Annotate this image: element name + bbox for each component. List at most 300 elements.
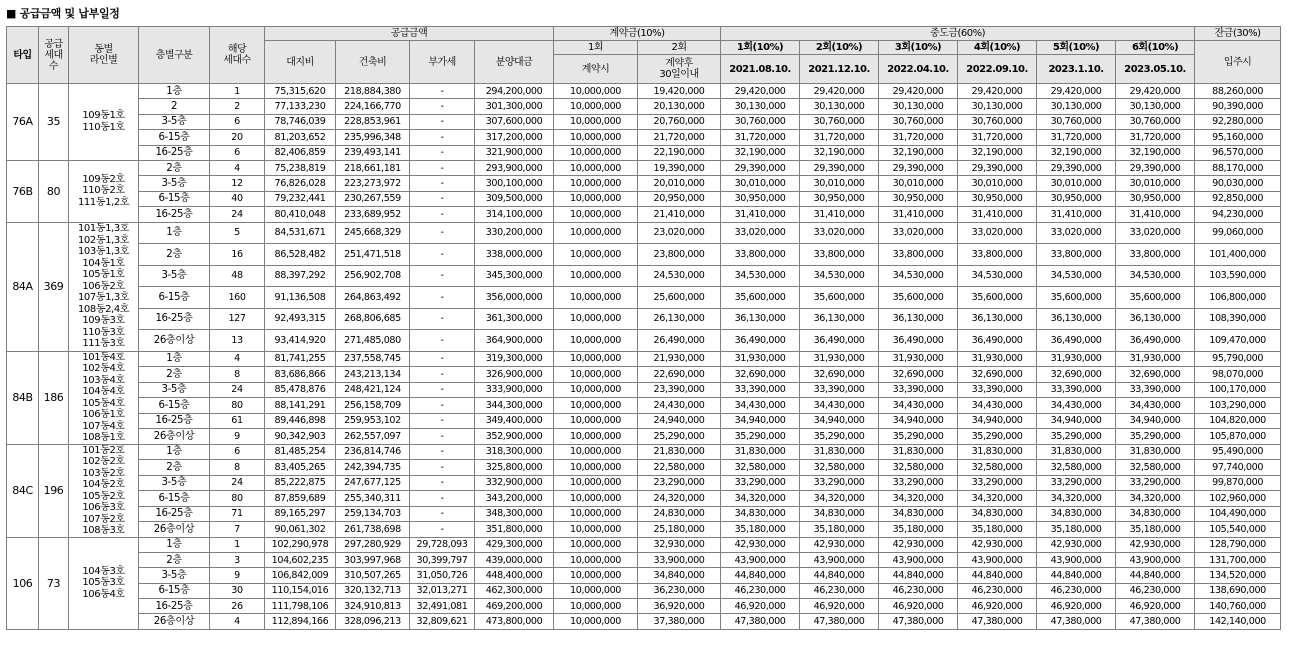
- mid-1-cell: 30,760,000: [721, 114, 800, 129]
- contract-2-cell: 20,950,000: [638, 191, 721, 206]
- balance-cell: 99,060,000: [1195, 222, 1281, 244]
- mid-5-cell: 34,320,000: [1037, 491, 1116, 507]
- floor-cell: 3-5층: [139, 382, 210, 398]
- mid-4-cell: 30,010,000: [958, 176, 1037, 191]
- mid-2-cell: 33,390,000: [800, 382, 879, 398]
- contract-1-cell: 10,000,000: [554, 552, 638, 567]
- building-cell: 303,997,968: [336, 552, 410, 567]
- contract-2-cell: 21,720,000: [638, 130, 721, 145]
- balance-cell: 140,760,000: [1195, 599, 1281, 614]
- mid-6-cell: 36,130,000: [1116, 308, 1195, 330]
- units-cell: 4: [210, 351, 265, 367]
- table-row: [7, 176, 1281, 191]
- floor-cell: 6-15층: [139, 583, 210, 598]
- header-mid-6: 6회(10%): [1116, 41, 1195, 55]
- building-cell: 230,267,559: [336, 191, 410, 206]
- mid-3-cell: 43,900,000: [879, 552, 958, 567]
- land-cell: 82,406,859: [265, 145, 336, 160]
- mid-6-cell: 43,900,000: [1116, 552, 1195, 567]
- sale-price-cell: 349,400,000: [475, 413, 554, 429]
- table-row: [7, 130, 1281, 145]
- vat-cell: -: [410, 506, 475, 522]
- building-cell: 243,213,134: [336, 367, 410, 383]
- contract-2-cell: 32,930,000: [638, 537, 721, 552]
- mid-6-cell: 32,580,000: [1116, 460, 1195, 476]
- mid-3-cell: 31,410,000: [879, 207, 958, 222]
- building-cell: 256,902,708: [336, 265, 410, 287]
- mid-2-cell: 29,420,000: [800, 84, 879, 99]
- mid-5-cell: 30,760,000: [1037, 114, 1116, 129]
- vat-cell: -: [410, 287, 475, 309]
- table-row: [7, 207, 1281, 222]
- building-cell: 251,471,518: [336, 244, 410, 266]
- units-cell: 6: [210, 114, 265, 129]
- contract-1-cell: 10,000,000: [554, 114, 638, 129]
- mid-5-cell: 31,410,000: [1037, 207, 1116, 222]
- building-cell: 262,557,097: [336, 429, 410, 445]
- land-cell: 84,531,671: [265, 222, 336, 244]
- table-row: [7, 614, 1281, 629]
- sale-price-cell: 462,300,000: [475, 583, 554, 598]
- land-cell: 88,397,292: [265, 265, 336, 287]
- vat-cell: -: [410, 222, 475, 244]
- units-cell: 4: [210, 160, 265, 175]
- mid-3-cell: 32,580,000: [879, 460, 958, 476]
- mid-4-cell: 32,690,000: [958, 367, 1037, 383]
- mid-4-cell: 31,830,000: [958, 444, 1037, 460]
- contract-1-cell: 10,000,000: [554, 207, 638, 222]
- building-lines-cell: 101동1,3호 102동1,3호 103동1,3호 104동1호 105동1호 106동2호 107동1,3호 108동2,4호 109동3호 110동3호 111동3호: [69, 222, 139, 351]
- contract-1-cell: 10,000,000: [554, 145, 638, 160]
- table-row: [7, 287, 1281, 309]
- mid-1-cell: 35,290,000: [721, 429, 800, 445]
- supply-units-cell: 35: [39, 84, 69, 161]
- contract-2-cell: 22,190,000: [638, 145, 721, 160]
- vat-cell: -: [410, 398, 475, 414]
- contract-2-cell: 20,760,000: [638, 114, 721, 129]
- table-row: [7, 475, 1281, 491]
- mid-6-cell: 34,940,000: [1116, 413, 1195, 429]
- land-cell: 93,414,920: [265, 330, 336, 352]
- contract-1-cell: 10,000,000: [554, 222, 638, 244]
- mid-6-cell: 47,380,000: [1116, 614, 1195, 629]
- building-cell: 248,421,124: [336, 382, 410, 398]
- mid-5-cell: 35,180,000: [1037, 522, 1116, 538]
- mid-1-cell: 34,530,000: [721, 265, 800, 287]
- mid-6-cell: 34,530,000: [1116, 265, 1195, 287]
- building-lines-cell: 109동1호 110동1호: [69, 84, 139, 161]
- mid-5-cell: 30,130,000: [1037, 99, 1116, 114]
- contract-1-cell: 10,000,000: [554, 176, 638, 191]
- mid-1-cell: 35,600,000: [721, 287, 800, 309]
- contract-1-cell: 10,000,000: [554, 537, 638, 552]
- land-cell: 81,203,652: [265, 130, 336, 145]
- mid-2-cell: 34,320,000: [800, 491, 879, 507]
- building-cell: 224,166,770: [336, 99, 410, 114]
- mid-5-cell: 34,430,000: [1037, 398, 1116, 414]
- mid-4-cell: 36,130,000: [958, 308, 1037, 330]
- mid-1-cell: 29,420,000: [721, 84, 800, 99]
- units-cell: 1: [210, 84, 265, 99]
- mid-1-cell: 30,950,000: [721, 191, 800, 206]
- mid-2-cell: 29,390,000: [800, 160, 879, 175]
- header-contract: 계약금(10%): [554, 27, 721, 41]
- units-cell: 5: [210, 222, 265, 244]
- contract-2-cell: 21,410,000: [638, 207, 721, 222]
- building-cell: 228,853,961: [336, 114, 410, 129]
- mid-6-cell: 46,230,000: [1116, 583, 1195, 598]
- mid-3-cell: 34,530,000: [879, 265, 958, 287]
- supply-units-cell: 369: [39, 222, 69, 351]
- mid-4-cell: 35,600,000: [958, 287, 1037, 309]
- mid-1-cell: 42,930,000: [721, 537, 800, 552]
- floor-cell: 2층: [139, 160, 210, 175]
- floor-cell: 6-15층: [139, 287, 210, 309]
- mid-3-cell: 30,760,000: [879, 114, 958, 129]
- vat-cell: 32,013,271: [410, 583, 475, 598]
- units-cell: 80: [210, 491, 265, 507]
- building-cell: 223,273,972: [336, 176, 410, 191]
- land-cell: 92,493,315: [265, 308, 336, 330]
- units-cell: 26: [210, 599, 265, 614]
- building-cell: 218,884,380: [336, 84, 410, 99]
- mid-2-cell: 36,490,000: [800, 330, 879, 352]
- balance-cell: 88,170,000: [1195, 160, 1281, 175]
- mid-5-cell: 31,720,000: [1037, 130, 1116, 145]
- mid-6-cell: 34,430,000: [1116, 398, 1195, 414]
- table-row: [7, 568, 1281, 583]
- contract-2-cell: 25,290,000: [638, 429, 721, 445]
- contract-1-cell: 10,000,000: [554, 444, 638, 460]
- mid-2-cell: 30,130,000: [800, 99, 879, 114]
- mid-2-cell: 32,190,000: [800, 145, 879, 160]
- land-cell: 88,141,291: [265, 398, 336, 414]
- vat-cell: -: [410, 429, 475, 445]
- contract-1-cell: 10,000,000: [554, 599, 638, 614]
- land-cell: 79,232,441: [265, 191, 336, 206]
- floor-cell: 1층: [139, 444, 210, 460]
- mid-6-cell: 29,420,000: [1116, 84, 1195, 99]
- mid-4-cell: 46,920,000: [958, 599, 1037, 614]
- mid-5-cell: 34,830,000: [1037, 506, 1116, 522]
- mid-3-cell: 33,020,000: [879, 222, 958, 244]
- mid-4-cell: 46,230,000: [958, 583, 1037, 598]
- contract-2-cell: 23,020,000: [638, 222, 721, 244]
- mid-2-cell: 33,800,000: [800, 244, 879, 266]
- header-contract-2: 2회: [638, 41, 721, 55]
- table-row: [7, 145, 1281, 160]
- land-cell: 78,746,039: [265, 114, 336, 129]
- mid-5-cell: 32,690,000: [1037, 367, 1116, 383]
- balance-cell: 131,700,000: [1195, 552, 1281, 567]
- mid-4-cell: 31,720,000: [958, 130, 1037, 145]
- contract-2-cell: 24,940,000: [638, 413, 721, 429]
- mid-5-cell: 31,830,000: [1037, 444, 1116, 460]
- land-cell: 91,136,508: [265, 287, 336, 309]
- header-mid-4: 4회(10%): [958, 41, 1037, 55]
- header-mid-1: 1회(10%): [721, 41, 800, 55]
- sale-price-cell: 301,300,000: [475, 99, 554, 114]
- supply-units-cell: 80: [39, 160, 69, 222]
- sale-price-cell: 429,300,000: [475, 537, 554, 552]
- balance-cell: 100,170,000: [1195, 382, 1281, 398]
- mid-1-cell: 31,830,000: [721, 444, 800, 460]
- table-row: [7, 413, 1281, 429]
- header-type: 타입: [7, 27, 39, 84]
- mid-2-cell: 42,930,000: [800, 537, 879, 552]
- units-cell: 24: [210, 382, 265, 398]
- units-cell: 13: [210, 330, 265, 352]
- header-mid-date-4: 2022.09.10.: [958, 55, 1037, 84]
- sale-price-cell: 319,300,000: [475, 351, 554, 367]
- mid-3-cell: 30,130,000: [879, 99, 958, 114]
- sale-price-cell: 309,500,000: [475, 191, 554, 206]
- sale-price-cell: 356,000,000: [475, 287, 554, 309]
- land-cell: 77,133,230: [265, 99, 336, 114]
- contract-1-cell: 10,000,000: [554, 429, 638, 445]
- units-cell: 24: [210, 207, 265, 222]
- floor-cell: 16-25층: [139, 413, 210, 429]
- mid-2-cell: 34,430,000: [800, 398, 879, 414]
- mid-4-cell: 34,530,000: [958, 265, 1037, 287]
- table-row: [7, 460, 1281, 476]
- mid-4-cell: 33,290,000: [958, 475, 1037, 491]
- header-mid-date-6: 2023.05.10.: [1116, 55, 1195, 84]
- mid-1-cell: 33,390,000: [721, 382, 800, 398]
- price-schedule-table: [6, 26, 1281, 630]
- mid-2-cell: 34,830,000: [800, 506, 879, 522]
- header-middle: 중도금(60%): [721, 27, 1195, 41]
- building-lines-cell: 109동2호 110동2호 111동1,2호: [69, 160, 139, 222]
- balance-cell: 98,070,000: [1195, 367, 1281, 383]
- mid-6-cell: 30,010,000: [1116, 176, 1195, 191]
- vat-cell: -: [410, 460, 475, 476]
- mid-4-cell: 43,900,000: [958, 552, 1037, 567]
- mid-5-cell: 34,530,000: [1037, 265, 1116, 287]
- balance-cell: 94,230,000: [1195, 207, 1281, 222]
- table-row: [7, 398, 1281, 414]
- header-mid-5: 5회(10%): [1037, 41, 1116, 55]
- mid-3-cell: 33,800,000: [879, 244, 958, 266]
- contract-1-cell: 10,000,000: [554, 367, 638, 383]
- mid-2-cell: 30,760,000: [800, 114, 879, 129]
- vat-cell: -: [410, 84, 475, 99]
- mid-2-cell: 31,720,000: [800, 130, 879, 145]
- units-cell: 30: [210, 583, 265, 598]
- mid-1-cell: 33,290,000: [721, 475, 800, 491]
- vat-cell: 30,399,797: [410, 552, 475, 567]
- vat-cell: -: [410, 382, 475, 398]
- mid-4-cell: 33,020,000: [958, 222, 1037, 244]
- mid-3-cell: 34,940,000: [879, 413, 958, 429]
- page-title: ■ 공급금액 및 납부일정: [6, 7, 120, 20]
- mid-2-cell: 31,930,000: [800, 351, 879, 367]
- floor-cell: 2층: [139, 367, 210, 383]
- contract-2-cell: 22,690,000: [638, 367, 721, 383]
- contract-1-cell: 10,000,000: [554, 522, 638, 538]
- mid-3-cell: 30,950,000: [879, 191, 958, 206]
- building-cell: 239,493,141: [336, 145, 410, 160]
- building-cell: 218,661,181: [336, 160, 410, 175]
- units-cell: 16: [210, 244, 265, 266]
- building-cell: 233,689,952: [336, 207, 410, 222]
- contract-2-cell: 26,130,000: [638, 308, 721, 330]
- units-cell: 80: [210, 398, 265, 414]
- mid-6-cell: 30,130,000: [1116, 99, 1195, 114]
- header-floor-class: 층별구분: [139, 27, 210, 84]
- mid-6-cell: 34,830,000: [1116, 506, 1195, 522]
- building-cell: 271,485,080: [336, 330, 410, 352]
- mid-3-cell: 47,380,000: [879, 614, 958, 629]
- land-cell: 110,154,016: [265, 583, 336, 598]
- balance-cell: 95,160,000: [1195, 130, 1281, 145]
- contract-2-cell: 19,420,000: [638, 84, 721, 99]
- land-cell: 83,405,265: [265, 460, 336, 476]
- balance-cell: 104,820,000: [1195, 413, 1281, 429]
- supply-units-cell: 73: [39, 537, 69, 629]
- type-cell: 76B: [7, 160, 39, 222]
- floor-cell: 1층: [139, 351, 210, 367]
- contract-2-cell: 25,600,000: [638, 287, 721, 309]
- floor-cell: 3-5층: [139, 114, 210, 129]
- floor-cell: 3-5층: [139, 265, 210, 287]
- land-cell: 90,342,903: [265, 429, 336, 445]
- mid-2-cell: 36,130,000: [800, 308, 879, 330]
- building-lines-cell: 104동3호 105동3호 106동4호: [69, 537, 139, 629]
- header-mid-date-5: 2023.1.10.: [1037, 55, 1116, 84]
- table-row: [7, 99, 1281, 114]
- mid-6-cell: 31,720,000: [1116, 130, 1195, 145]
- vat-cell: -: [410, 145, 475, 160]
- table-row: [7, 552, 1281, 567]
- units-cell: 3: [210, 552, 265, 567]
- contract-1-cell: 10,000,000: [554, 84, 638, 99]
- land-cell: 75,238,819: [265, 160, 336, 175]
- mid-5-cell: 33,390,000: [1037, 382, 1116, 398]
- mid-1-cell: 47,380,000: [721, 614, 800, 629]
- mid-4-cell: 44,840,000: [958, 568, 1037, 583]
- header-mid-2: 2회(10%): [800, 41, 879, 55]
- land-cell: 86,528,482: [265, 244, 336, 266]
- mid-2-cell: 35,600,000: [800, 287, 879, 309]
- floor-cell: 16-25층: [139, 308, 210, 330]
- header-mid-date-1: 2021.08.10.: [721, 55, 800, 84]
- units-cell: 40: [210, 191, 265, 206]
- mid-4-cell: 30,760,000: [958, 114, 1037, 129]
- table-row: [7, 308, 1281, 330]
- header-building: 건축비: [336, 41, 410, 84]
- vat-cell: -: [410, 444, 475, 460]
- mid-5-cell: 42,930,000: [1037, 537, 1116, 552]
- contract-1-cell: 10,000,000: [554, 287, 638, 309]
- mid-3-cell: 29,420,000: [879, 84, 958, 99]
- header-sale-price: 분양대금: [475, 41, 554, 84]
- land-cell: 102,290,978: [265, 537, 336, 552]
- mid-4-cell: 33,800,000: [958, 244, 1037, 266]
- balance-cell: 108,390,000: [1195, 308, 1281, 330]
- mid-5-cell: 36,130,000: [1037, 308, 1116, 330]
- units-cell: 8: [210, 460, 265, 476]
- vat-cell: -: [410, 308, 475, 330]
- contract-2-cell: 19,390,000: [638, 160, 721, 175]
- building-cell: 255,340,311: [336, 491, 410, 507]
- mid-4-cell: 29,420,000: [958, 84, 1037, 99]
- building-cell: 247,677,125: [336, 475, 410, 491]
- table-row: [7, 429, 1281, 445]
- type-cell: 84A: [7, 222, 39, 351]
- land-cell: 89,446,898: [265, 413, 336, 429]
- sale-price-cell: 343,200,000: [475, 491, 554, 507]
- contract-2-cell: 23,290,000: [638, 475, 721, 491]
- contract-1-cell: 10,000,000: [554, 413, 638, 429]
- contract-2-cell: 36,230,000: [638, 583, 721, 598]
- building-lines-cell: 101동2호 102동2호 103동2호 104동2호 105동2호 106동3호 107동2호 108동3호: [69, 444, 139, 537]
- balance-cell: 105,870,000: [1195, 429, 1281, 445]
- units-cell: 12: [210, 176, 265, 191]
- table-row: [7, 537, 1281, 552]
- mid-6-cell: 35,600,000: [1116, 287, 1195, 309]
- vat-cell: 32,809,621: [410, 614, 475, 629]
- mid-4-cell: 34,940,000: [958, 413, 1037, 429]
- mid-1-cell: 34,830,000: [721, 506, 800, 522]
- mid-1-cell: 32,190,000: [721, 145, 800, 160]
- mid-5-cell: 36,490,000: [1037, 330, 1116, 352]
- balance-cell: 90,030,000: [1195, 176, 1281, 191]
- sale-price-cell: 300,100,000: [475, 176, 554, 191]
- table-row: [7, 522, 1281, 538]
- units-cell: 160: [210, 287, 265, 309]
- building-cell: 328,096,213: [336, 614, 410, 629]
- land-cell: 90,061,302: [265, 522, 336, 538]
- vat-cell: -: [410, 265, 475, 287]
- vat-cell: -: [410, 99, 475, 114]
- contract-1-cell: 10,000,000: [554, 308, 638, 330]
- sale-price-cell: 344,300,000: [475, 398, 554, 414]
- sale-price-cell: 469,200,000: [475, 599, 554, 614]
- mid-1-cell: 32,580,000: [721, 460, 800, 476]
- mid-5-cell: 32,580,000: [1037, 460, 1116, 476]
- mid-5-cell: 47,380,000: [1037, 614, 1116, 629]
- contract-2-cell: 37,380,000: [638, 614, 721, 629]
- type-cell: 76A: [7, 84, 39, 161]
- vat-cell: -: [410, 475, 475, 491]
- mid-3-cell: 34,320,000: [879, 491, 958, 507]
- header-mid-date-2: 2021.12.10.: [800, 55, 879, 84]
- table-row: [7, 583, 1281, 598]
- table-row: [7, 244, 1281, 266]
- building-cell: 310,507,265: [336, 568, 410, 583]
- contract-2-cell: 34,840,000: [638, 568, 721, 583]
- mid-1-cell: 44,840,000: [721, 568, 800, 583]
- type-cell: 84C: [7, 444, 39, 537]
- mid-5-cell: 33,290,000: [1037, 475, 1116, 491]
- header-move-in: 입주시: [1195, 41, 1281, 84]
- vat-cell: -: [410, 207, 475, 222]
- contract-2-cell: 20,130,000: [638, 99, 721, 114]
- contract-2-cell: 25,180,000: [638, 522, 721, 538]
- balance-cell: 128,790,000: [1195, 537, 1281, 552]
- mid-6-cell: 35,290,000: [1116, 429, 1195, 445]
- balance-cell: 101,400,000: [1195, 244, 1281, 266]
- table-row: [7, 599, 1281, 614]
- mid-4-cell: 47,380,000: [958, 614, 1037, 629]
- balance-cell: 96,570,000: [1195, 145, 1281, 160]
- land-cell: 83,686,866: [265, 367, 336, 383]
- land-cell: 112,894,166: [265, 614, 336, 629]
- balance-cell: 102,960,000: [1195, 491, 1281, 507]
- floor-cell: 26층이상: [139, 522, 210, 538]
- table-row: [7, 444, 1281, 460]
